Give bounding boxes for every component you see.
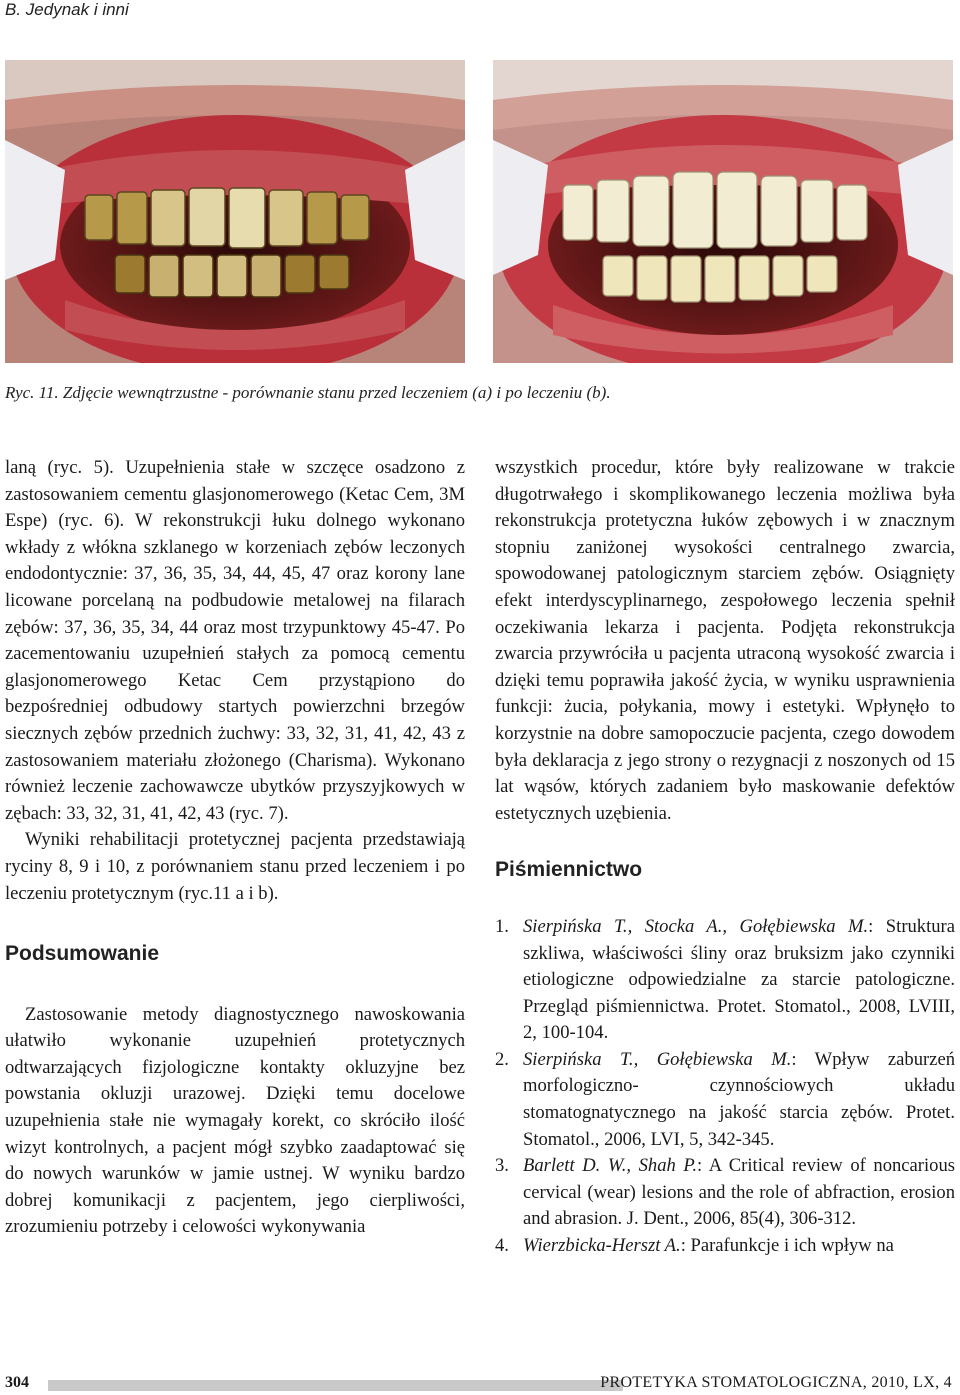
reference-number: 3. [495,1155,509,1177]
reference-item [495,1233,955,1260]
reference-text: : Struktura szkliwa, właściwości śliny oraz bruksizm jako czynniki etiologiczne odpowiedzialne za starcie patologiczne. Przegląd piśmiennictwa. Protet. Stomatol., 2008, LVIII, 2, 100-104. [523,915,956,1044]
photo-after-treatment [493,60,953,363]
paragraph: Wyniki rehabilitacji protetycznej pacjenta przedstawiają ryciny 8, 9 i 10, z porównaniem stanu przed leczeniem i po leczeniu protetycznym (ryc.11 a i b). [5,829,465,904]
reference-authors: Sierpińska T., Stocka A., Gołębiewska M. [523,915,869,937]
reference-authors: Sierpińska T., Gołębiewska M. [523,1048,792,1070]
reference-text: : Parafunkcje i ich wpływ na [680,1235,894,1257]
journal-name: PROTETYKA STOMATOLOGICZNA, 2010, LX, 4 [600,1374,952,1391]
reference-authors: Wierzbicka-Herszt A. [523,1235,681,1257]
teeth-before-photo-icon [5,60,465,363]
reference-item [495,1153,955,1233]
section-title-references: Piśmiennictwo [495,858,643,882]
footer-divider [48,1380,623,1391]
photo-before-treatment [5,60,465,363]
section-title-summary: Podsumowanie [5,942,160,966]
reference-item [495,1047,955,1153]
reference-number: 1. [495,915,509,937]
paragraph: laną (ryc. 5). Uzupełnienia stałe w szczęce osadzono z zastosowaniem cementu glasjonomerowego (Ketac Cem, 3M Espe) (ryc. 6). W rekonstrukcji łuku dolnego wykonano wkłady z włókna szklanego w korzeniach zębów leczonych endodontycznie: 37, 36, 35, 34, 44, 45, 47 oraz korony lane licowane porcelaną na podbudowie metalowej na filarach zębów: 37, 36, 35, 34, 44 oraz most trzypunktowy 45-47. Po zacementowaniu uzupełnień stałych za pomocą cementu glasjonomerowego Ketac Cem przystąpiono do bezpośredniej odbudowy startych powierzchni brzegów siecznych zębów przednich żuchwy: 33, 32, 31, 41, 42, 43 z zastosowaniem materiału złożonego (Charisma). Wykonano również leczenie zachowawcze ubytków przyszyjkowych w zębach: 33, 32, 31, 41, 42, 43 (ryc. 7). [5,457,465,824]
reference-item [495,914,955,1047]
reference-text: : Wpływ zaburzeń morfologiczno- czynnościowych układu stomatognatycznego na jakość starcia zębów. Protet. Stomatol., 2006, LVI, 5, 342-345. [523,1048,955,1150]
teeth-after-photo-icon [493,60,953,363]
reference-authors: Barlett D. W., Shah P. [523,1155,698,1177]
reference-text: : A Critical review of noncarious cervical (wear) lesions and the role of abfraction, erosion and abrasion. J. Dent., 2006, 85(4), 306-312. [523,1155,955,1230]
reference-number: 4. [495,1235,509,1257]
page-number: 304 [5,1374,29,1391]
paragraph: wszystkich procedur, które były realizowane w trakcie długotrwałego i skomplikowanego leczenia możliwa była rekonstrukcja protetyczna łuków zębowych i w znacznym stopniu zaniżonej wysokości centralnego zwarcia, spowodowanej patologicznym starciem zębów. Osiągnięty efekt interdyscyplinarnego, zespołowego leczenia spełnił oczekiwania lekarza i pacjenta. Podjęta rekonstrukcja zwarcia przywróciła u pacjenta utraconą wysokość zwarcia i dzięki temu poprawiła jakość życia, w wyniku usprawnienia funkcji: żucia, połykania, mowy i estetyki. Wpłynęło to korzystnie na dobre samopoczucie pacjenta, czego dowodem była deklaracja z jego strony o rezygnacji z noszonych od 15 lat wąsów, których zadaniem było maskowanie defektów estetycznych uzębienia. [495,457,955,824]
left-column [5,455,465,1241]
running-header: B. Jedynak i inni [5,0,129,19]
reference-list [495,914,955,1260]
right-column [495,455,955,1260]
figure-caption: Ryc. 11. Zdjęcie wewnątrzustne - porównanie stanu przed leczeniem (a) i po leczeniu (b). [5,383,611,402]
paragraph: Zastosowanie metody diagnostycznego nawoskowania ułatwiło wykonanie uzupełnień protetycznych odtwarzających fizjologiczne kontakty okluzyjne bez powstania okluzji urazowej. Dzięki temu docelowe uzupełnienia stałe nie wymagały korekt, co skróciło ilość wizyt kontrolnych, a pacjent mógł szybko zaadaptować się do nowych warunków w jamie ustnej. W wyniku bardzo dobrej komunikacji z pacjentem, jego cierpliwości, zrozumieniu potrzeby i celowości wykonywania [5,1003,465,1238]
reference-number: 2. [495,1048,509,1070]
